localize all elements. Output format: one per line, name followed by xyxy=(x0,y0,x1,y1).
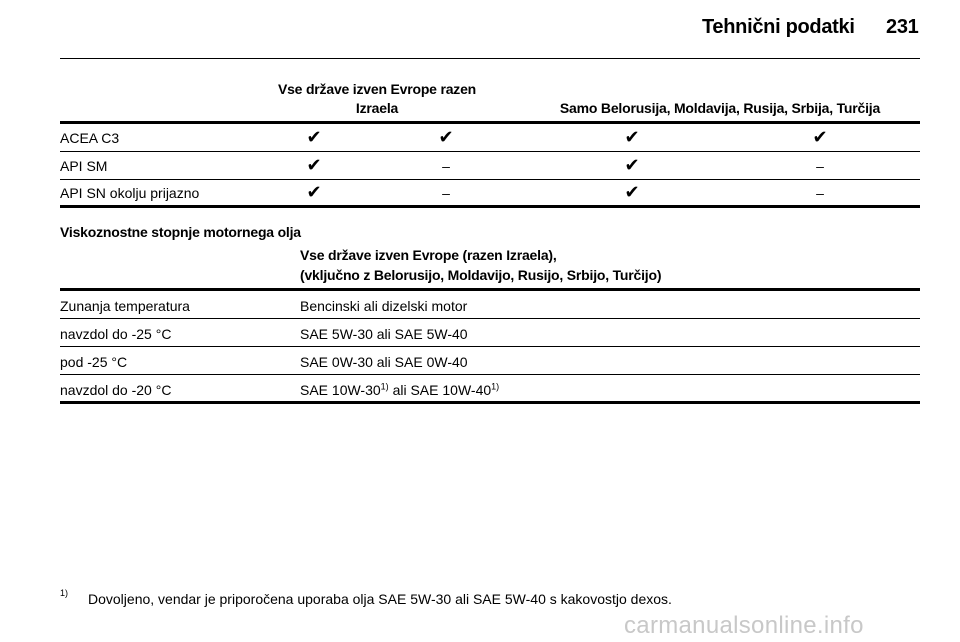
table1-row-label: API SN okolju prijazno xyxy=(60,185,200,201)
table2-oil-cell: SAE 0W-30 ali SAE 0W-40 xyxy=(300,354,468,370)
table1-row-divider xyxy=(60,151,920,152)
table1-row-divider xyxy=(60,179,920,180)
table2-top-rule xyxy=(60,288,920,291)
table2-heading-line1: Vse države izven Evrope (razen Izraela), xyxy=(300,247,557,263)
table2-col-head-temperature: Zunanja temperatura xyxy=(60,298,190,314)
section-title: Viskoznostne stopnje motornega olja xyxy=(60,224,301,240)
table2-bottom-rule xyxy=(60,401,920,404)
table1-column-head-b: Samo Belorusija, Moldavija, Rusija, Srbija, Turčija xyxy=(559,100,881,116)
table2-row-divider xyxy=(60,318,920,319)
check-icon: ✔ xyxy=(438,127,454,147)
table1-top-rule xyxy=(60,121,920,124)
table2-heading-line2: (vključno z Belorusijo, Moldavijo, Rusijo, Srbijo, Turčijo) xyxy=(300,267,662,283)
table2-heading xyxy=(300,245,661,285)
dash-mark: – xyxy=(816,185,824,201)
oil-grade-a: SAE 10W-30 xyxy=(300,382,381,398)
footnote-ref: 1) xyxy=(380,381,389,392)
watermark: carmanualsonline.info xyxy=(624,612,864,639)
footnote-ref: 1) xyxy=(491,381,500,392)
table2-temp-cell: navzdol do -20 °C xyxy=(60,382,172,398)
oil-grade-b: ali SAE 10W-40 xyxy=(388,382,492,398)
check-icon: ✔ xyxy=(306,127,322,147)
dash-mark: – xyxy=(442,185,450,201)
table1-row-label: ACEA C3 xyxy=(60,130,120,146)
header-divider xyxy=(60,58,920,59)
table2-temp-cell: navzdol do -25 °C xyxy=(60,326,172,342)
check-icon: ✔ xyxy=(624,155,640,175)
check-icon: ✔ xyxy=(624,182,640,202)
table1-bottom-rule xyxy=(60,205,920,208)
table1-column-head-a: Vse države izven Evrope razen Izraela xyxy=(277,81,477,116)
check-icon: ✔ xyxy=(812,127,828,147)
check-icon: ✔ xyxy=(306,182,322,202)
footnote-text: Dovoljeno, vendar je priporočena uporaba olja SAE 5W-30 ali SAE 5W-40 s kakovostjo dexos. xyxy=(88,591,672,607)
page-number: 231 xyxy=(886,16,919,38)
footnote-mark: 1) xyxy=(60,588,69,598)
table2-oil-cell xyxy=(300,381,499,399)
dash-mark: – xyxy=(816,158,824,174)
table2-col-head-engine: Bencinski ali dizelski motor xyxy=(300,298,468,314)
dash-mark: – xyxy=(442,158,450,174)
table2-row-divider xyxy=(60,374,920,375)
check-icon: ✔ xyxy=(306,155,322,175)
table2-temp-cell: pod -25 °C xyxy=(60,354,128,370)
table1-row-label: API SM xyxy=(60,158,108,174)
table2-row-divider xyxy=(60,346,920,347)
page-title: Tehnični podatki xyxy=(702,16,855,38)
check-icon: ✔ xyxy=(624,127,640,147)
table2-oil-cell: SAE 5W-30 ali SAE 5W-40 xyxy=(300,326,468,342)
